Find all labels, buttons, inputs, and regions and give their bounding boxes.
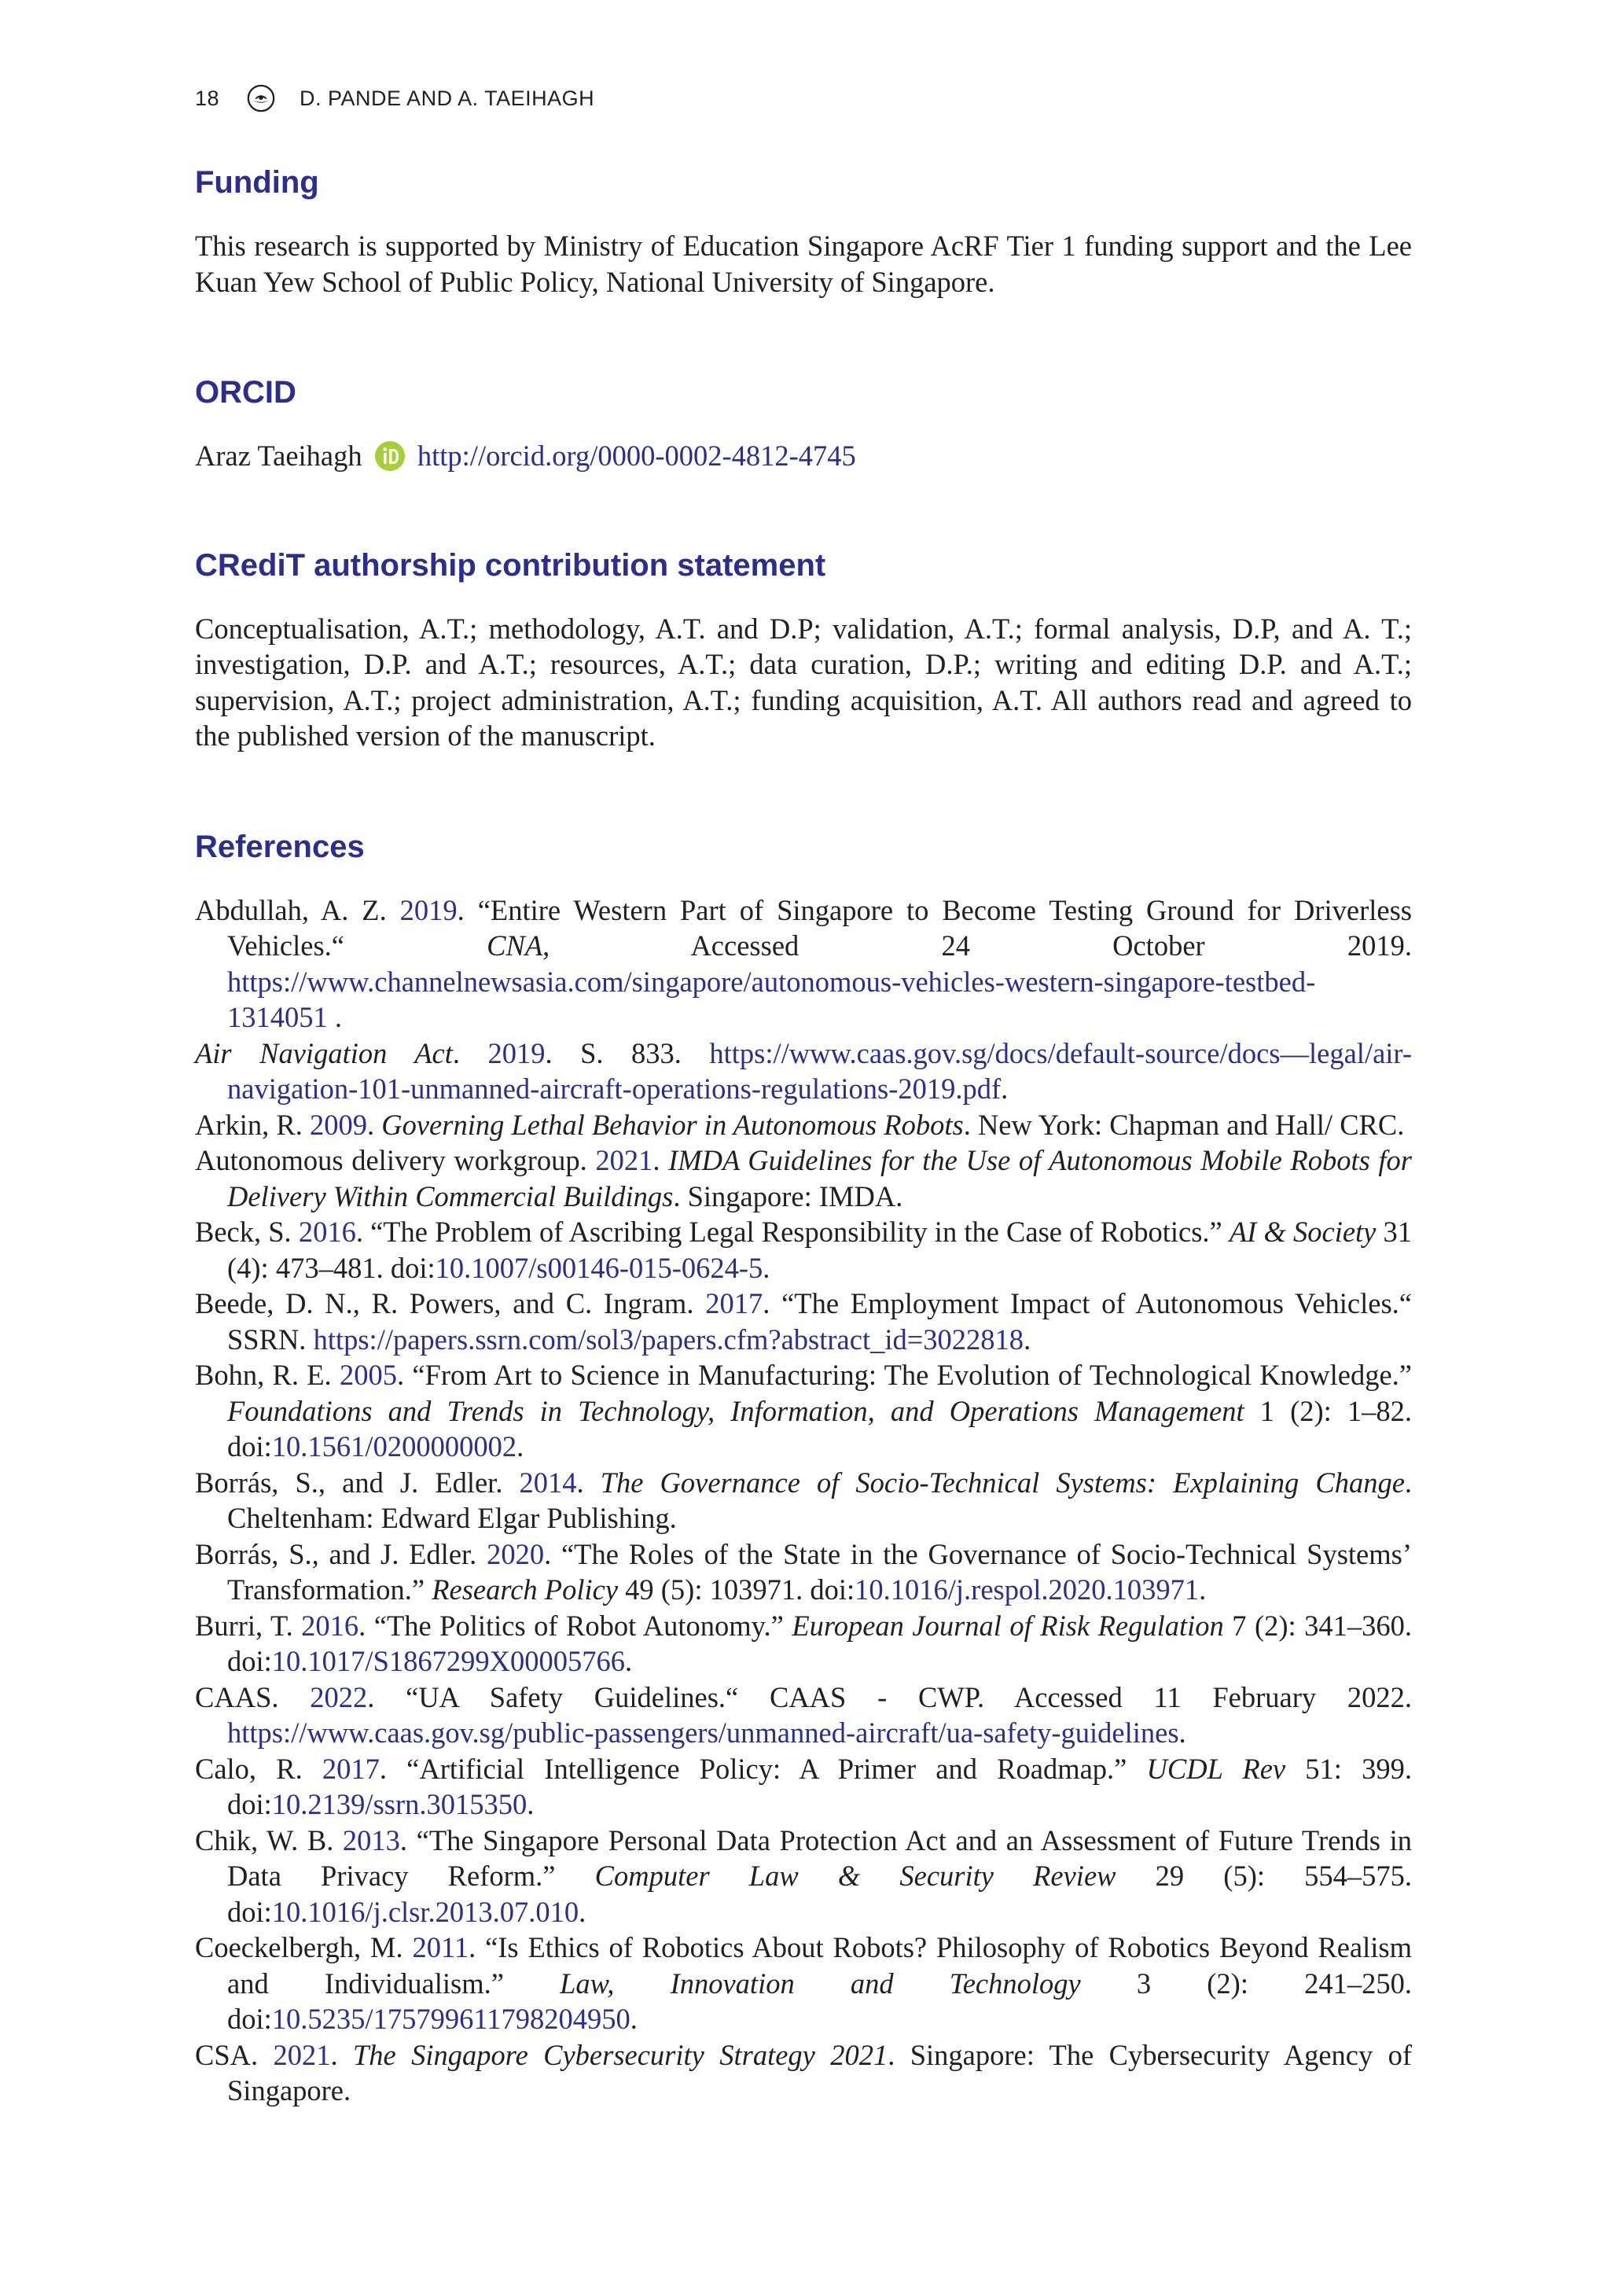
reference-year-link[interactable]: 2013 bbox=[342, 1823, 400, 1856]
orcid-heading: ORCID bbox=[195, 375, 296, 410]
reference-url-link[interactable]: https://www.channelnewsasia.com/singapore/autonomous-vehicles-western-singapore-testbed-1314051 bbox=[227, 965, 1316, 1033]
reference-list bbox=[195, 892, 1412, 2109]
orcid-link[interactable]: http://orcid.org/0000-0002-4812-4745 bbox=[417, 440, 856, 472]
running-head-authors: D. PANDE AND A. TAEIHAGH bbox=[300, 86, 595, 110]
reference-year-link[interactable]: 2021 bbox=[273, 2038, 331, 2071]
reference-item: Autonomous delivery workgroup. 2021. IMDA Guidelines for the Use of Autonomous Mobile Robots for Delivery Within Commercial Buildings. Singapore: IMDA. bbox=[195, 1144, 1413, 1212]
reference-doi-link[interactable]: 10.1561/0200000002 bbox=[271, 1430, 517, 1463]
reference-item: Burri, T. 2016. “The Politics of Robot Autonomy.” European Journal of Risk Regulation 7 (2): 341–360. doi:10.1017/S1867299X00005766. bbox=[195, 1609, 1413, 1677]
funding-text: This research is supported by Ministry of Education Singapore AcRF Tier 1 funding support and the Lee Kuan Yew School of Public Policy, National University of Singapore. bbox=[195, 230, 1412, 298]
reference-url-link[interactable]: https://www.caas.gov.sg/public-passengers/unmanned-aircraft/ua-safety-guidelines bbox=[227, 1716, 1179, 1749]
reference-year-link[interactable]: 2020 bbox=[487, 1537, 545, 1570]
reference-item: Beede, D. N., R. Powers, and C. Ingram. 2017. “The Employment Impact of Autonomous Vehicles.“ SSRN. https://papers.ssrn.com/sol3/papers.cfm?abstract_id=3022818. bbox=[195, 1287, 1412, 1356]
reference-year-link[interactable]: 2005 bbox=[339, 1359, 397, 1391]
reference-year-link[interactable]: 2021 bbox=[595, 1144, 653, 1176]
reference-year-link[interactable]: 2009 bbox=[310, 1108, 367, 1141]
running-head bbox=[195, 83, 594, 113]
reference-item: Coeckelbergh, M. 2011. “Is Ethics of Robotics About Robots? Philosophy of Robotics Beyond Realism and Individualism.” Law, Innovation and Technology 3 (2): 241–250. doi:10.5235/175799611798204950. bbox=[195, 1931, 1413, 2035]
references-section bbox=[195, 828, 1412, 2109]
credit-text: Conceptualisation, A.T.; methodology, A.T. and D.P; validation, A.T.; formal analysis, D.P, and A. T.; investigation, D.P. and A.T.; resources, A.T.; data curation, D.P.; writing and editing D.P. and A.T.; supervision, A.T.; project administration, A.T.; funding acquisition, A.T. All authors read and agreed to the published version of the manuscript. bbox=[195, 612, 1412, 752]
reference-year-link[interactable]: 2017 bbox=[322, 1752, 380, 1785]
publisher-logo-icon bbox=[246, 83, 276, 113]
reference-year-link[interactable]: 2014 bbox=[519, 1466, 577, 1499]
page-number: 18 bbox=[195, 86, 220, 110]
references-heading: References bbox=[195, 829, 365, 864]
reference-item: Beck, S. 2016. “The Problem of Ascribing Legal Responsibility in the Case of Robotics.” AI & Society 31 (4): 473–481. doi:10.1007/s00146-015-0624-5. bbox=[195, 1216, 1413, 1284]
reference-item: Borrás, S., and J. Edler. 2020. “The Roles of the State in the Governance of Socio-Technical Systems’ Transformation.” Research Policy 49 (5): 103971. doi:10.1016/j.respol.2020.103971. bbox=[195, 1537, 1412, 1606]
reference-doi-link[interactable]: 10.2139/ssrn.3015350 bbox=[271, 1788, 527, 1820]
reference-year-link[interactable]: 2019 bbox=[399, 893, 458, 926]
orcid-author-name: Araz Taeihagh bbox=[195, 440, 362, 472]
reference-url-link[interactable]: https://papers.ssrn.com/sol3/papers.cfm?abstract_id=3022818 bbox=[313, 1323, 1024, 1356]
credit-heading: CRediT authorship contribution statement bbox=[195, 547, 826, 583]
reference-year-link[interactable]: 2017 bbox=[705, 1287, 763, 1319]
orcid-section bbox=[195, 373, 1412, 474]
reference-doi-link[interactable]: 10.1016/j.respol.2020.103971 bbox=[855, 1573, 1200, 1606]
reference-item: Borrás, S., and J. Edler. 2014. The Governance of Socio-Technical Systems: Explaining Change. Cheltenham: Edward Elgar Publishing. bbox=[195, 1466, 1413, 1534]
reference-item: Chik, W. B. 2013. “The Singapore Personal Data Protection Act and an Assessment of Future Trends in Data Privacy Reform.” Computer Law & Security Review 29 (5): 554–575. doi:10.1016/j.clsr.2013.07.010. bbox=[195, 1823, 1413, 1928]
reference-item: Arkin, R. 2009. Governing Lethal Behavior in Autonomous Robots. New York: Chapman and Hall/ CRC. bbox=[195, 1108, 1405, 1141]
reference-item: Abdullah, A. Z. 2019. “Entire Western Part of Singapore to Become Testing Ground for Driverless Vehicles.“ CNA, Accessed 24 October 2019. https://www.channelnewsasia.com/singapore/autonomous-vehicles-western-singapore-testbed-1314051 . bbox=[195, 893, 1413, 1033]
reference-item: CAAS. 2022. “UA Safety Guidelines.“ CAAS - CWP. Accessed 11 February 2022. https://www.caas.gov.sg/public-passengers/unmanned-aircraft/ua-safety-guidelines. bbox=[195, 1680, 1412, 1749]
reference-doi-link[interactable]: 10.5235/175799611798204950 bbox=[271, 2003, 630, 2035]
reference-year-link[interactable]: 2016 bbox=[298, 1216, 356, 1248]
main-content bbox=[195, 164, 1412, 2109]
reference-year-link[interactable]: 2019 bbox=[487, 1036, 546, 1069]
reference-url-link[interactable]: https://www.caas.gov.sg/docs/default-source/docs—legal/air-navigation-101-unmanned-aircraft-operations-regulations-2019.pdf bbox=[227, 1036, 1412, 1105]
funding-heading: Funding bbox=[195, 165, 319, 200]
reference-item: Calo, R. 2017. “Artificial Intelligence Policy: A Primer and Roadmap.” UCDL Rev 51: 399. doi:10.2139/ssrn.3015350. bbox=[195, 1752, 1412, 1820]
reference-doi-link[interactable]: 10.1007/s00146-015-0624-5 bbox=[435, 1251, 763, 1284]
credit-section bbox=[195, 546, 1412, 754]
reference-year-link[interactable]: 2011 bbox=[412, 1931, 469, 1963]
orcid-line bbox=[195, 438, 1412, 474]
funding-section bbox=[195, 164, 1412, 300]
reference-doi-link[interactable]: 10.1016/j.clsr.2013.07.010 bbox=[271, 1895, 579, 1928]
reference-year-link[interactable]: 2016 bbox=[301, 1609, 359, 1642]
reference-doi-link[interactable]: 10.1017/S1867299X00005766 bbox=[271, 1645, 625, 1677]
reference-year-link[interactable]: 2022 bbox=[310, 1680, 368, 1713]
reference-item: Bohn, R. E. 2005. “From Art to Science in Manufacturing: The Evolution of Technological Knowledge.” Foundations and Trends in Technology, Information, and Operations Management 1 (2): 1–82. doi:10.1561/0200000002. bbox=[195, 1359, 1412, 1463]
orcid-icon bbox=[374, 440, 406, 472]
reference-item: Air Navigation Act. 2019. S. 833. https://www.caas.gov.sg/docs/default-source/docs—legal/air-navigation-101-unmanned-aircraft-operations-regulations-2019.pdf. bbox=[195, 1036, 1412, 1105]
reference-item: CSA. 2021. The Singapore Cybersecurity Strategy 2021. Singapore: The Cybersecurity Agency of Singapore. bbox=[195, 2038, 1412, 2107]
